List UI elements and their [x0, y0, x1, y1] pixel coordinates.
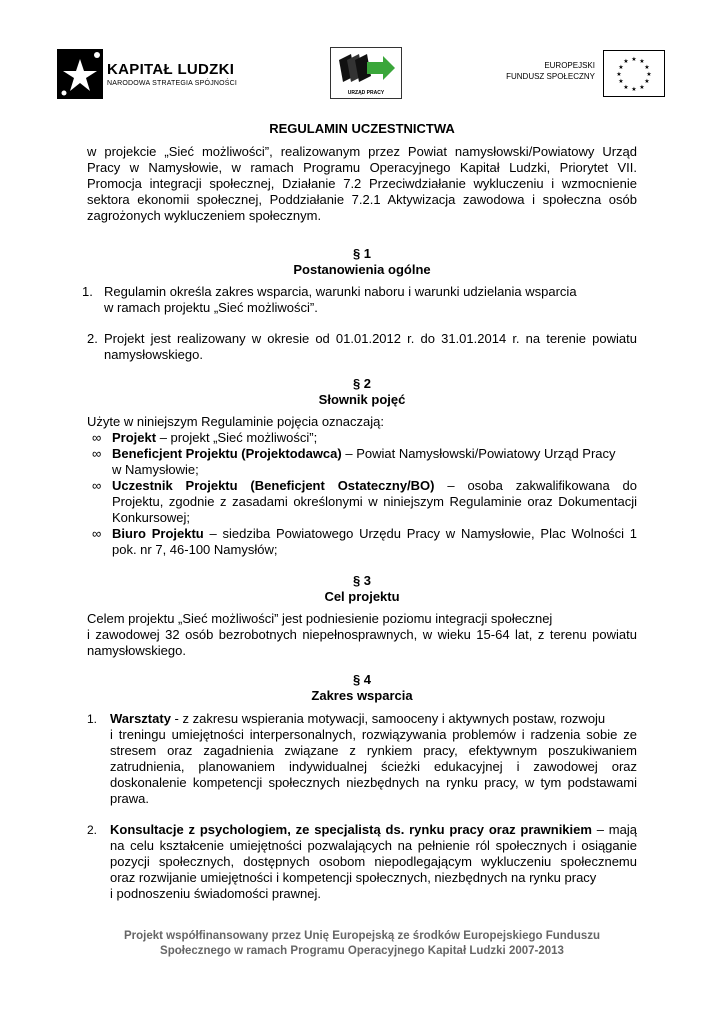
s2-bullet-2 — [112, 446, 616, 462]
s4-term-warsztaty: Warsztaty — [110, 711, 171, 726]
s2-bullet-3-line2: Projektu, zgodnie z zasadami określonymi w niniejszym Regulaminie oraz Dokumentacji — [112, 494, 637, 509]
kapital-ludzki-logo — [55, 45, 255, 105]
intro-line-1: w projekcie „Sieć możliwości”, realizowanym przez Powiat namysłowski/Powiatowy Urząd — [87, 144, 637, 159]
s2-def-beneficjent: – Powiat Namysłowski/Powiatowy Urząd Pracy — [341, 446, 616, 461]
section-4-number: § 4 — [352, 672, 372, 687]
eu-fund-line1: EUROPEJSKI — [544, 61, 595, 70]
s4-item1-line6: prawa. — [110, 791, 150, 806]
svg-text:★: ★ — [646, 72, 652, 78]
s4-item2-line2: na celu kształcenie umiejętności pozwalających na pełnienie ról społecznych i osiąganie — [110, 838, 637, 853]
s2-bullet-3-icon: ∞ — [92, 478, 102, 493]
s1-item1-line2: w ramach projektu „Sieć możliwości”. — [104, 300, 318, 315]
svg-text:★: ★ — [616, 72, 622, 78]
s4-item2-marker: 2. — [87, 823, 98, 837]
intro-line-5: zagrożonych wykluczeniem społecznym. — [87, 208, 322, 223]
document-title: REGULAMIN UCZESTNICTWA — [269, 121, 455, 136]
s4-item1 — [110, 711, 605, 727]
footer-line-2: Społecznego w ramach Programu Operacyjnego Kapitał Ludzki 2007-2013 — [160, 945, 564, 957]
s1-item2-line1: 2. Projekt jest realizowany w okresie od 01.01.2012 r. do 31.01.2014 r. na terenie powiatu — [87, 331, 637, 346]
eu-flag-icon — [603, 50, 665, 97]
s2-bullet-1 — [112, 430, 317, 446]
s2-bullet-2-line2: w Namysłowie; — [112, 462, 199, 477]
s4-item1-line4: zatrudnienia, planowaniem indywidualnej ścieżki edukacyjnej i zawodowej oraz — [110, 759, 637, 774]
s2-term-projekt: Projekt — [112, 430, 157, 445]
s2-bullet-3-line3: Konkursowej; — [112, 510, 191, 525]
s1-item1-marker: 1. — [82, 284, 93, 299]
eu-fund-line2: FUNDUSZ SPOŁECZNY — [506, 72, 595, 81]
s4-item2-line4: oraz rozwijanie umiejętności i kompetencji społecznych, niezbędnych na rynku pracy — [110, 870, 597, 885]
section-2-number: § 2 — [352, 376, 372, 391]
urzad-pracy-icon — [331, 48, 401, 88]
s2-bullet-4-icon: ∞ — [92, 526, 102, 541]
urzad-pracy-logo — [330, 47, 402, 99]
s4-def-warsztaty: - z zakresu wspierania motywacji, samooceny i aktywnych postaw, rozwoju — [170, 711, 606, 726]
s3-line1: Celem projektu „Sieć możliwości” jest podniesienie poziomu integracji społecznej — [87, 611, 553, 626]
s2-bullet-2-icon: ∞ — [92, 446, 102, 461]
section-3-heading: Cel projektu — [324, 589, 400, 604]
s2-lead: Użyte w niniejszym Regulaminie pojęcia oznaczają: — [87, 414, 384, 429]
s3-line3: namysłowskiego. — [87, 643, 186, 658]
eu-fund-logo — [500, 50, 665, 100]
svg-text:★: ★ — [631, 57, 637, 63]
s2-bullet-3 — [112, 478, 637, 494]
section-1-number: § 1 — [352, 246, 372, 261]
section-1-heading: Postanowienia ogólne — [293, 262, 431, 277]
s2-def-biuro: – siedziba Powiatowego Urzędu Pracy w Namysłowie, Plac Wolności 1 — [203, 526, 637, 541]
svg-text:★: ★ — [639, 59, 645, 65]
kapital-ludzki-title: KAPITAŁ LUDZKI — [107, 61, 235, 78]
kapital-ludzki-subtitle: NARODOWA STRATEGIA SPÓJNOŚCI — [107, 80, 238, 87]
s2-bullet-1-icon: ∞ — [92, 430, 102, 445]
section-3-number: § 3 — [352, 573, 372, 588]
s1-item1-line1: Regulamin określa zakres wsparcia, warunki naboru i warunki udzielania wsparcia — [104, 284, 577, 299]
svg-text:★: ★ — [631, 87, 637, 93]
section-2-heading: Słownik pojęć — [318, 392, 406, 407]
s4-def-konsultacje: – mają — [591, 822, 637, 837]
s4-item2-line5: i podnoszeniu świadomości prawnej. — [110, 886, 322, 901]
svg-text:★: ★ — [618, 65, 624, 71]
s2-term-beneficjent: Beneficjent Projektu (Projektodawca) — [112, 446, 342, 461]
svg-text:★: ★ — [644, 79, 650, 85]
intro-line-3: Promocja integracji społecznej, Działanie 7.2 Przeciwdziałanie wykluczeniu i wzmocnienie — [87, 176, 637, 191]
s4-item1-marker: 1. — [87, 712, 98, 726]
section-4-heading: Zakres wsparcia — [311, 688, 413, 703]
svg-text:★: ★ — [639, 85, 645, 91]
s2-bullet-4-line2: pok. nr 7, 46-100 Namysłów; — [112, 542, 278, 557]
intro-line-2: Pracy w Namysłowie, w ramach Programu Operacyjnego Kapitał Ludzki, Priorytet VII. — [87, 160, 637, 175]
s4-item2-line3: pozycji społecznych, dostępnych osobom niepodlegającym wykluczeniu społecznemu — [110, 854, 637, 869]
s4-term-konsultacje: Konsultacje z psychologiem, ze specjalistą ds. rynku pracy oraz prawnikiem — [110, 822, 592, 837]
svg-text:★: ★ — [618, 79, 624, 85]
s3-line2: i zawodowej 32 osób bezrobotnych niepełnosprawnych, w wieku 15-64 lat, z terenu powiatu — [87, 627, 637, 642]
svg-text:★: ★ — [623, 59, 629, 65]
s2-term-uczestnik: Uczestnik Projektu (Beneficjent Ostateczny/BO) — [112, 478, 435, 493]
eu-fund-text — [506, 60, 595, 82]
urzad-pracy-label: URZĄD PRACY — [347, 90, 385, 96]
svg-text:★: ★ — [644, 65, 650, 71]
intro-line-4: sektora ekonomii społecznej, Poddziałanie 7.2.1 Aktywizacja zawodowa i społeczna osób — [87, 192, 637, 207]
s4-item1-line3: stresem oraz zagadnienia związane z rynkiem pracy, efektywnym poszukiwaniem — [110, 743, 637, 758]
s2-def-projekt: – projekt „Sieć możliwości”; — [156, 430, 318, 445]
footer-line-1: Projekt współfinansowany przez Unię Europejską ze środków Europejskiego Funduszu — [123, 930, 601, 942]
s4-item2 — [110, 822, 637, 838]
svg-text:★: ★ — [623, 85, 629, 91]
s4-item1-line2: i treningu umiejętności interpersonalnych, rozwiązywania problemów i radzenia sobie ze — [110, 727, 637, 742]
s2-term-biuro: Biuro Projektu — [112, 526, 204, 541]
kapital-ludzki-star-icon — [55, 45, 105, 101]
s2-bullet-4 — [112, 526, 637, 542]
s1-item2-line2: namysłowskiego. — [104, 347, 203, 362]
s4-item1-line5: doskonalenie kompetencji społecznych niezbędnych na rynku pracy, w tym podstawami — [110, 775, 637, 790]
s2-def-uczestnik: – osoba zakwalifikowana do — [434, 478, 637, 493]
